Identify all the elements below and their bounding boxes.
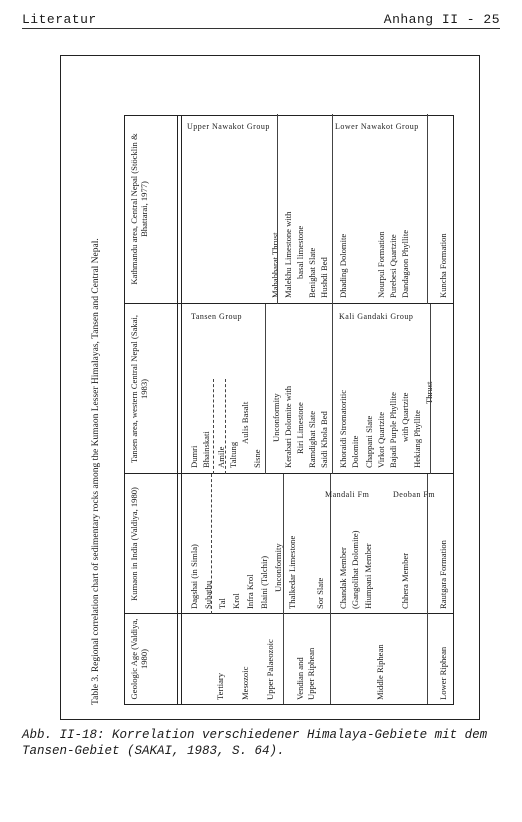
group-label-kali-gandaki: Kali Gandaki Group bbox=[339, 312, 414, 321]
tansen-unit: Chappani Slate bbox=[364, 415, 374, 468]
column-header-age: Geologic Age (Valdiya, 1980) bbox=[129, 618, 149, 700]
age-cell: Mesozoic bbox=[240, 666, 250, 700]
tansen-unit: Aulis Basalt bbox=[240, 401, 250, 444]
kumaon-unit: Chandak Member bbox=[338, 547, 348, 609]
tansen-unit: Bajadi Purple Phyllite bbox=[388, 392, 398, 468]
running-header-left: Literatur bbox=[22, 12, 97, 27]
dashed-boundary bbox=[225, 379, 226, 474]
rotated-table bbox=[90, 115, 456, 705]
dashed-boundary bbox=[213, 379, 214, 474]
kumaon-unit: Thalkedar Limestone bbox=[287, 535, 297, 609]
tansen-unit: Dumri bbox=[189, 445, 199, 468]
kathmandu-unit: Benighat Slate bbox=[307, 247, 317, 298]
kumaon-unit: Rautgara Formation bbox=[438, 540, 448, 609]
tansen-unit: Hekiang Phyllite bbox=[412, 410, 422, 468]
kathmandu-unit: Dandagaon Phyllite bbox=[400, 229, 410, 298]
unit-separator bbox=[332, 114, 333, 304]
kumaon-unit: Dagshai (in Simla) bbox=[189, 544, 199, 609]
unit-separator bbox=[283, 474, 284, 614]
age-cell: Vendian and bbox=[295, 657, 305, 700]
tansen-unconformity: Unconformity bbox=[271, 393, 281, 442]
tansen-unit: Ramdighat Slate bbox=[307, 410, 317, 468]
kumaon-unit: Blaini (Talchir) bbox=[259, 555, 269, 609]
unit-separator bbox=[427, 114, 428, 304]
tansen-unit: Virkot Quartzite bbox=[376, 411, 386, 468]
kathmandu-unit: Hushdi Bed bbox=[319, 257, 329, 298]
kathmandu-unit: basal limestone bbox=[295, 225, 305, 279]
tansen-unit: Bhainskati bbox=[201, 431, 211, 468]
column-header-tansen: Tansen area, western Central Nepal (Sakai, 1983) bbox=[129, 314, 149, 464]
header-rule-table bbox=[181, 116, 182, 704]
tansen-unit: Kerabari Dolomite with bbox=[283, 385, 293, 468]
kathmandu-unit: Purebesi Quartzite bbox=[388, 234, 398, 298]
kathmandu-unit: Malekhu Limestone with bbox=[283, 211, 293, 298]
kumaon-unit: Chhera Member bbox=[400, 552, 410, 609]
unit-separator bbox=[332, 304, 333, 474]
header-rule bbox=[22, 28, 500, 29]
column-divider bbox=[125, 473, 453, 474]
tansen-unit: Khoraidi Stromatoritic bbox=[338, 389, 348, 468]
tansen-unit: with Quartzite bbox=[400, 392, 410, 442]
kumaon-unconformity: Unconformity bbox=[273, 543, 283, 592]
tansen-thrust: Thrust bbox=[424, 381, 434, 404]
tansen-unit: Taltung bbox=[228, 441, 238, 468]
tansen-unit: Dolomite bbox=[350, 435, 360, 468]
group-label-upper-nawakot: Upper Nawakot Group bbox=[187, 122, 270, 131]
column-divider bbox=[125, 303, 453, 304]
kathmandu-thrust: Mahabharat Thrust bbox=[270, 232, 280, 298]
dashed-boundary bbox=[211, 474, 212, 614]
group-label-mandali: Mandali Fm bbox=[325, 490, 370, 499]
tansen-unit: Riri Limestone bbox=[295, 402, 305, 454]
age-separator bbox=[283, 614, 284, 704]
correlation-table bbox=[124, 115, 454, 705]
kumaon-unit: (Gangolihat Dolomite) bbox=[350, 530, 360, 609]
kumaon-unit: Sor Slate bbox=[315, 577, 325, 609]
group-label-tansen: Tansen Group bbox=[191, 312, 242, 321]
thrust-line bbox=[430, 304, 431, 474]
age-cell: Upper Palaeozoic bbox=[265, 639, 275, 700]
age-cell: Lower Riphean bbox=[438, 646, 448, 700]
column-header-kumaon: Kumaon in India (Valdiya, 1980) bbox=[129, 487, 139, 601]
header-rule-table bbox=[177, 116, 178, 704]
age-cell: Upper Riphean bbox=[306, 647, 316, 700]
age-cell: Tertiary bbox=[215, 672, 225, 700]
kumaon-unit: Hiumpani Member bbox=[363, 543, 373, 609]
kumaon-unit: Subathu bbox=[203, 580, 213, 609]
figure-caption: Abb. II-18: Korrelation verschiedener Himalaya-Gebiete mit dem Tansen-Gebiet (SAKAI, 1983, S. 64). bbox=[22, 728, 488, 758]
table-title: Table 3. Regional correlation chart of sedimentary rocks among the Kumaon Lesser Himalayas, Tansen and Central Nepal. bbox=[91, 238, 101, 705]
unit-separator bbox=[265, 304, 266, 474]
kathmandu-unit: Dhading Dolomite bbox=[338, 233, 348, 298]
age-separator bbox=[427, 614, 428, 704]
kumaon-unit: Infra Krol bbox=[245, 574, 255, 609]
column-header-kathmandu: Kathmandu area, Central Nepal (Stöcklin & Bhattarai, 1977) bbox=[129, 133, 149, 285]
tansen-unit: Saidi Khola Bed bbox=[319, 411, 329, 468]
kathmandu-unit: Kuncha Formation bbox=[438, 233, 448, 298]
group-label-deoban: Deoban Fm bbox=[393, 490, 436, 499]
unit-separator bbox=[277, 114, 278, 304]
age-separator bbox=[330, 614, 331, 704]
tansen-unit: Amile bbox=[216, 446, 226, 468]
group-label-lower-nawakot: Lower Nawakot Group bbox=[335, 122, 419, 131]
kumaon-unit: Tal bbox=[217, 598, 227, 609]
kathmandu-unit: Nourpul Formation bbox=[376, 231, 386, 298]
column-divider bbox=[125, 613, 453, 614]
running-header-right: Anhang II - 25 bbox=[383, 12, 500, 27]
kumaon-unit: Krol bbox=[231, 593, 241, 609]
age-cell: Middle Riphean bbox=[375, 644, 385, 700]
tansen-unit: Sisne bbox=[252, 449, 262, 468]
